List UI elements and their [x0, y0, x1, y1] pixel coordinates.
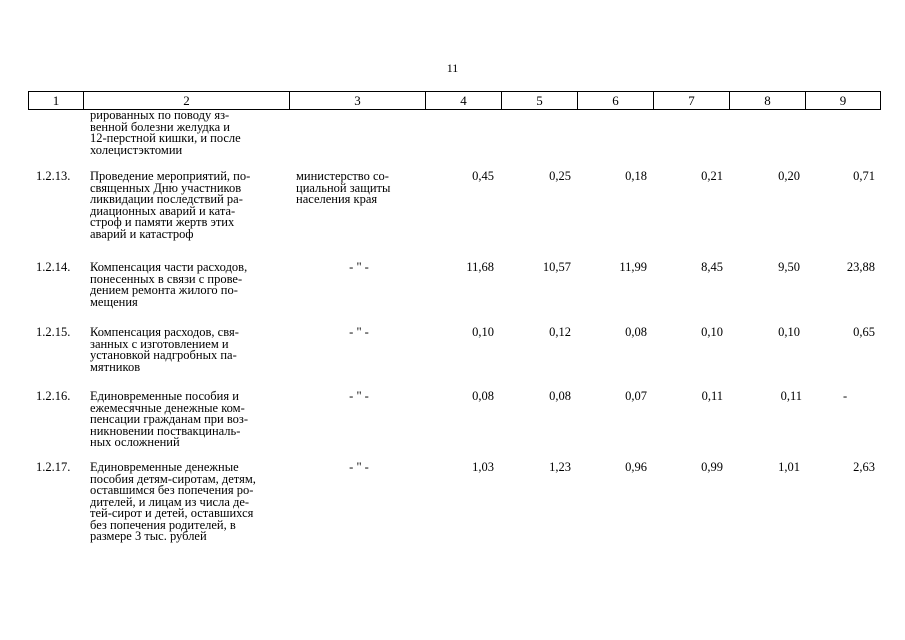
column-number: 7 — [654, 92, 730, 110]
row-value: 0,96 — [625, 460, 647, 474]
row-executor: министерство со- циальной защиты населения края — [296, 169, 391, 206]
row-executor: - " - — [349, 260, 369, 274]
row-executor: - " - — [349, 460, 369, 474]
row-code: 1.2.13. — [36, 169, 71, 183]
row-value: 0,71 — [853, 169, 875, 183]
row-value: 0,07 — [625, 389, 647, 403]
row-value: 0,12 — [549, 325, 571, 339]
column-number: 3 — [290, 92, 426, 110]
row-value: 0,25 — [549, 169, 571, 183]
row-value: 9,50 — [778, 260, 800, 274]
row-value: 0,65 — [853, 325, 875, 339]
row-description: Единовременные денежные пособия детям-сиротам, детям, оставшимся без попечения ро- дителей, и лицам из числа де- тей-сирот и детей, оставшихся без попечения родителей, в размере 3 тыс. рублей — [90, 460, 256, 543]
row-value: 1,01 — [778, 460, 800, 474]
row-description: Единовременные пособия и ежемесячные денежные ком- пенсации гражданам при воз- никновении поствакциналь- ных осложнений — [90, 389, 249, 449]
row-value: 0,45 — [472, 169, 494, 183]
row-value: 23,88 — [846, 260, 875, 274]
row-value: 0,08 — [472, 389, 494, 403]
row-description: Компенсация расходов, свя- занных с изготовлением и установкой надгробных па- мятников — [90, 325, 239, 374]
row-value: 0,08 — [625, 325, 647, 339]
row-description: Компенсация части расходов, понесенных в связи с прове- дением ремонта жилого по- мещения — [90, 260, 248, 309]
row-value: 0,18 — [625, 169, 647, 183]
row-value: 0,10 — [472, 325, 494, 339]
row-value: 2,63 — [853, 460, 875, 474]
column-number: 5 — [502, 92, 578, 110]
row-value: 0,10 — [778, 325, 800, 339]
row-code: 1.2.14. — [36, 260, 71, 274]
column-number: 8 — [730, 92, 806, 110]
column-number: 6 — [578, 92, 654, 110]
column-number: 9 — [806, 92, 881, 110]
row-description: Проведение мероприятий, по- священных Дню участников ликвидации последствий ра- диационных аварий и ката- строф и памяти жертв этих аварий и катастроф — [90, 169, 251, 241]
row-value: 0,11 — [780, 389, 802, 403]
row-value: 1,23 — [549, 460, 571, 474]
row-value: 11,99 — [619, 260, 647, 274]
row-value: 0,99 — [701, 460, 723, 474]
row-code: 1.2.15. — [36, 325, 71, 339]
row-code: 1.2.17. — [36, 460, 71, 474]
row-value: 8,45 — [701, 260, 723, 274]
row-value: 0,21 — [701, 169, 723, 183]
page-number: 11 — [446, 61, 459, 75]
row-executor: - " - — [349, 325, 369, 339]
column-number: 1 — [29, 92, 84, 110]
row-value: 11,68 — [466, 260, 494, 274]
row-value: 10,57 — [542, 260, 571, 274]
row-value: 1,03 — [472, 460, 494, 474]
row-code: 1.2.16. — [36, 389, 71, 403]
row-value: 0,11 — [701, 389, 723, 403]
row-value: 0,08 — [549, 389, 571, 403]
continued-description: рированных по поводу яз- венной болезни желудка и 12-перстной кишки, и после холецистэктомии — [90, 108, 241, 157]
column-number: 2 — [84, 92, 290, 110]
row-value: 0,20 — [778, 169, 800, 183]
column-number: 4 — [426, 92, 502, 110]
row-value: 0,10 — [701, 325, 723, 339]
row-value: - — [843, 389, 848, 403]
row-executor: - " - — [349, 389, 369, 403]
